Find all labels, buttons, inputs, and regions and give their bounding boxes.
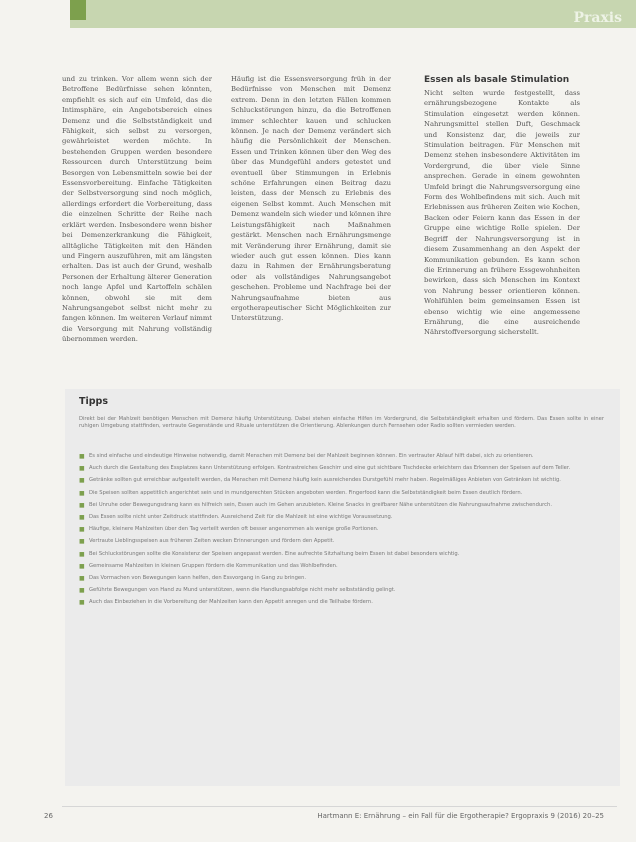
- tip-item: ■ Geführte Bewegungen von Hand zu Mund unterstützen, wenn die Handlungsabfolge nicht mehr selbstständig gelingt.: [79, 587, 396, 595]
- bullet-icon: ■: [79, 477, 85, 485]
- citation: Hartmann E: Ernährung – ein Fall für die Ergotherapie? Ergopraxis 9 (2016) 20–25: [317, 812, 604, 820]
- bullet-icon: ■: [79, 453, 85, 460]
- bullet-icon: ■: [79, 587, 85, 595]
- tips-intro: Direkt bei der Mahlzeit benötigen Menschen mit Demenz häufig Unterstützung. Dabei stehen einfache Hilfen im Vordergrund, die Selbstständigkeit erhalten und fördern. Das Essen sollte in einer ruhigen Umgebung stattfinden, vertraute Gegenstände und Rituale unterstützen die Orientierung. Ablenkungen durch Fernsehen oder Radio sollten vermieden werden.: [79, 416, 604, 430]
- page-number: 26: [44, 812, 53, 820]
- header-accent: [70, 0, 86, 20]
- bullet-icon: ■: [79, 599, 85, 607]
- tips-box: [65, 389, 620, 786]
- tip-item: ■ Häufige, kleinere Mahlzeiten über den Tag verteilt werden oft besser angenommen als wenige große Portionen.: [79, 526, 379, 534]
- tip-item: ■ Die Speisen sollten appetitlich angerichtet sein und in mundgerechten Stücken angeboten werden. Fingerfood kann die Selbstständigkeit beim Essen deutlich fördern.: [79, 489, 523, 497]
- bullet-icon: ■: [79, 501, 85, 509]
- tip-item: ■ Getränke sollten gut erreichbar aufgestellt werden, da Menschen mit Demenz häufig kein ausreichendes Durstgefühl mehr haben. Regelmäßiges Anbieten von Getränken ist wichtig.: [79, 477, 561, 485]
- section-title: Praxis: [573, 10, 622, 26]
- footer-divider: [62, 806, 617, 807]
- tips-list: [79, 453, 604, 612]
- tip-item: ■ Gemeinsame Mahlzeiten in kleinen Gruppen fördern die Kommunikation und das Wohlbefinden.: [79, 562, 338, 570]
- tip-item: ■ Vertraute Lieblingsspeisen aus früheren Zeiten wecken Erinnerungen und fördern den Appetit.: [79, 538, 335, 546]
- bullet-icon: ■: [79, 489, 85, 497]
- tip-item: ■ Auch durch die Gestaltung des Essplatzes kann Unterstützung erfolgen. Kontrastreiches Geschirr und eine gut sichtbare Tischdecke erleichtern das Erkennen der Speisen auf dem Teller.: [79, 465, 571, 473]
- tip-item: ■ Bei Schluckstörungen sollte die Konsistenz der Speisen angepasst werden. Eine aufrechte Sitzhaltung beim Essen ist dabei besonders wichtig.: [79, 550, 460, 558]
- tips-title: Tipps: [79, 396, 108, 407]
- tip-item: ■ Es sind einfache und eindeutige Hinweise notwendig, damit Menschen mit Demenz bei der Mahlzeit beginnen können. Ein vertrauter Ablauf hilft dabei, sich zu orientieren.: [79, 453, 534, 460]
- text-column-2: [231, 74, 391, 324]
- column-1-text: und zu trinken. Vor allem wenn sich der Betroffene Bedürfnisse sehen könnten, empfiehlt es sich auf ein Umfeld, das die Intimsphäre, ein Angebotsbereich eines Demenz und die Selbstständigkeit und Fähigkeit, sich selbst zu versorgen, gewährleistet werden möchte. In bestehenden Gruppen werden besondere Ressourcen durch Unterstützung beim Besorgen von Lebensmitteln sowie bei der Essensvorbereitung. Einfache Tätigkeiten der Selbstversorgung sind noch möglich, allerdings erfordert die Vorbereitung, dass die einzelnen Schritte der Reihe nach erklärt werden. Insbesondere wenn bisher bei Demenzerkrankung die Fähigkeit, alltägliche Tätigkeiten mit den Händen und Fingern auszuführen, mit am längsten erhalten. Das ist auch der Grund, weshalb Personen der Erhaltung älterer Generation noch lange Apfel und Kartoffeln schälen können, obwohl sie mit dem Nahrungsangebot selbst nicht mehr zu fangen können. Im weiteren Verlauf nimmt die Versorgung mit Nahrung vollständig übernommen werden.: [62, 75, 212, 344]
- bullet-icon: ■: [79, 575, 85, 583]
- header-bar: [70, 0, 636, 28]
- bullet-icon: ■: [79, 538, 85, 546]
- column-2-text: Häufig ist die Essensversorgung früh in der Bedürfnisse von Menschen mit Demenz extrem. Denn in den letzten Fällen kommen Schluckstörungen hinzu, da die Betroffenen immer schlechter kauen und schlucken können. Je nach der Demenz verändert sich häufig die Persönlichkeit der Menschen. Essen und Trinken können über den Weg des über das Mundgefühl anders getestet und eventuell über Stimmungen in Erlebnis schöne Erfahrungen einen Beitrag dazu leisten, dass der Mensch zu Erlebnis des eigenen Selbst kommt. Auch Menschen mit Demenz wandeln sich wieder und können ihre Leistungsfähigkeit nach Maßnahmen gestärkt. Menschen nach Ernährungsmenge mit Veränderung ihrer Ernährung, damit sie wieder auch gut essen können. Dies kann dazu in Rahmen der Ernährungsberatung oder als vollständiges Nahrungsangebot geschehen. Probleme und Nachfrage bei der Nahrungsaufnahme bieten aus ergotherapeutischer Sicht Möglichkeiten zur Unterstützung.: [231, 75, 391, 323]
- bullet-icon: ■: [79, 526, 85, 534]
- text-column-3: [424, 74, 580, 338]
- bullet-icon: ■: [79, 550, 85, 558]
- tip-item: ■ Bei Unruhe oder Bewegungsdrang kann es hilfreich sein, Essen auch im Gehen anzubieten. Kleine Snacks in greifbarer Nähe unterstützen die Nahrungsaufnahme zwischendurch.: [79, 501, 552, 509]
- bullet-icon: ■: [79, 465, 85, 473]
- tip-item: ■ Das Essen sollte nicht unter Zeitdruck stattfinden. Ausreichend Zeit für die Mahlzeit ist eine wichtige Voraussetzung.: [79, 514, 393, 522]
- column-3-text: Nicht selten wurde festgestellt, dass ernährungsbezogene Kontakte als Stimulation eingesetzt werden können. Nahrungsmittel stellen Duft, Geschmack und Konsistenz dar, die jeweils zur Stimulation beitragen. Für Menschen mit Demenz stehen insbesondere Aktivitäten im Vordergrund, die über viele Sinne ansprechen. Gerade in einem gewohnten Umfeld bringt die Nahrungsversorgung eine Form des Wohlbefindens mit sich. Auch mit Erlebnissen aus früheren Zeiten wie Kochen, Backen oder Feiern kann das Essen in der Gruppe eine wichtige Rolle spielen. Der Begriff der Nahrungsversorgung ist in diesem Zusammenhang an den Aspekt der Kommunikation gebunden. Es kann schon die Erinnerung an frühere Essgewohnheiten bewirken, dass sich Menschen im Kontext von Nahrung besser orientieren können. Wohlfühlen beim gemeinsamen Essen ist ebenso wichtig wie eine angemessene Ernährung, die eine ausreichende Nährstoffversorgung sicherstellt.: [424, 89, 580, 337]
- tip-item: ■ Das Vormachen von Bewegungen kann helfen, den Essvorgang in Gang zu bringen.: [79, 575, 307, 583]
- text-column-1: [62, 74, 212, 345]
- section-heading: Essen als basale Stimulation: [424, 75, 570, 85]
- bullet-icon: ■: [79, 514, 85, 522]
- tip-item: ■ Auch das Einbeziehen in die Vorbereitung der Mahlzeiten kann den Appetit anregen und die Teilhabe fördern.: [79, 599, 373, 607]
- bullet-icon: ■: [79, 562, 85, 570]
